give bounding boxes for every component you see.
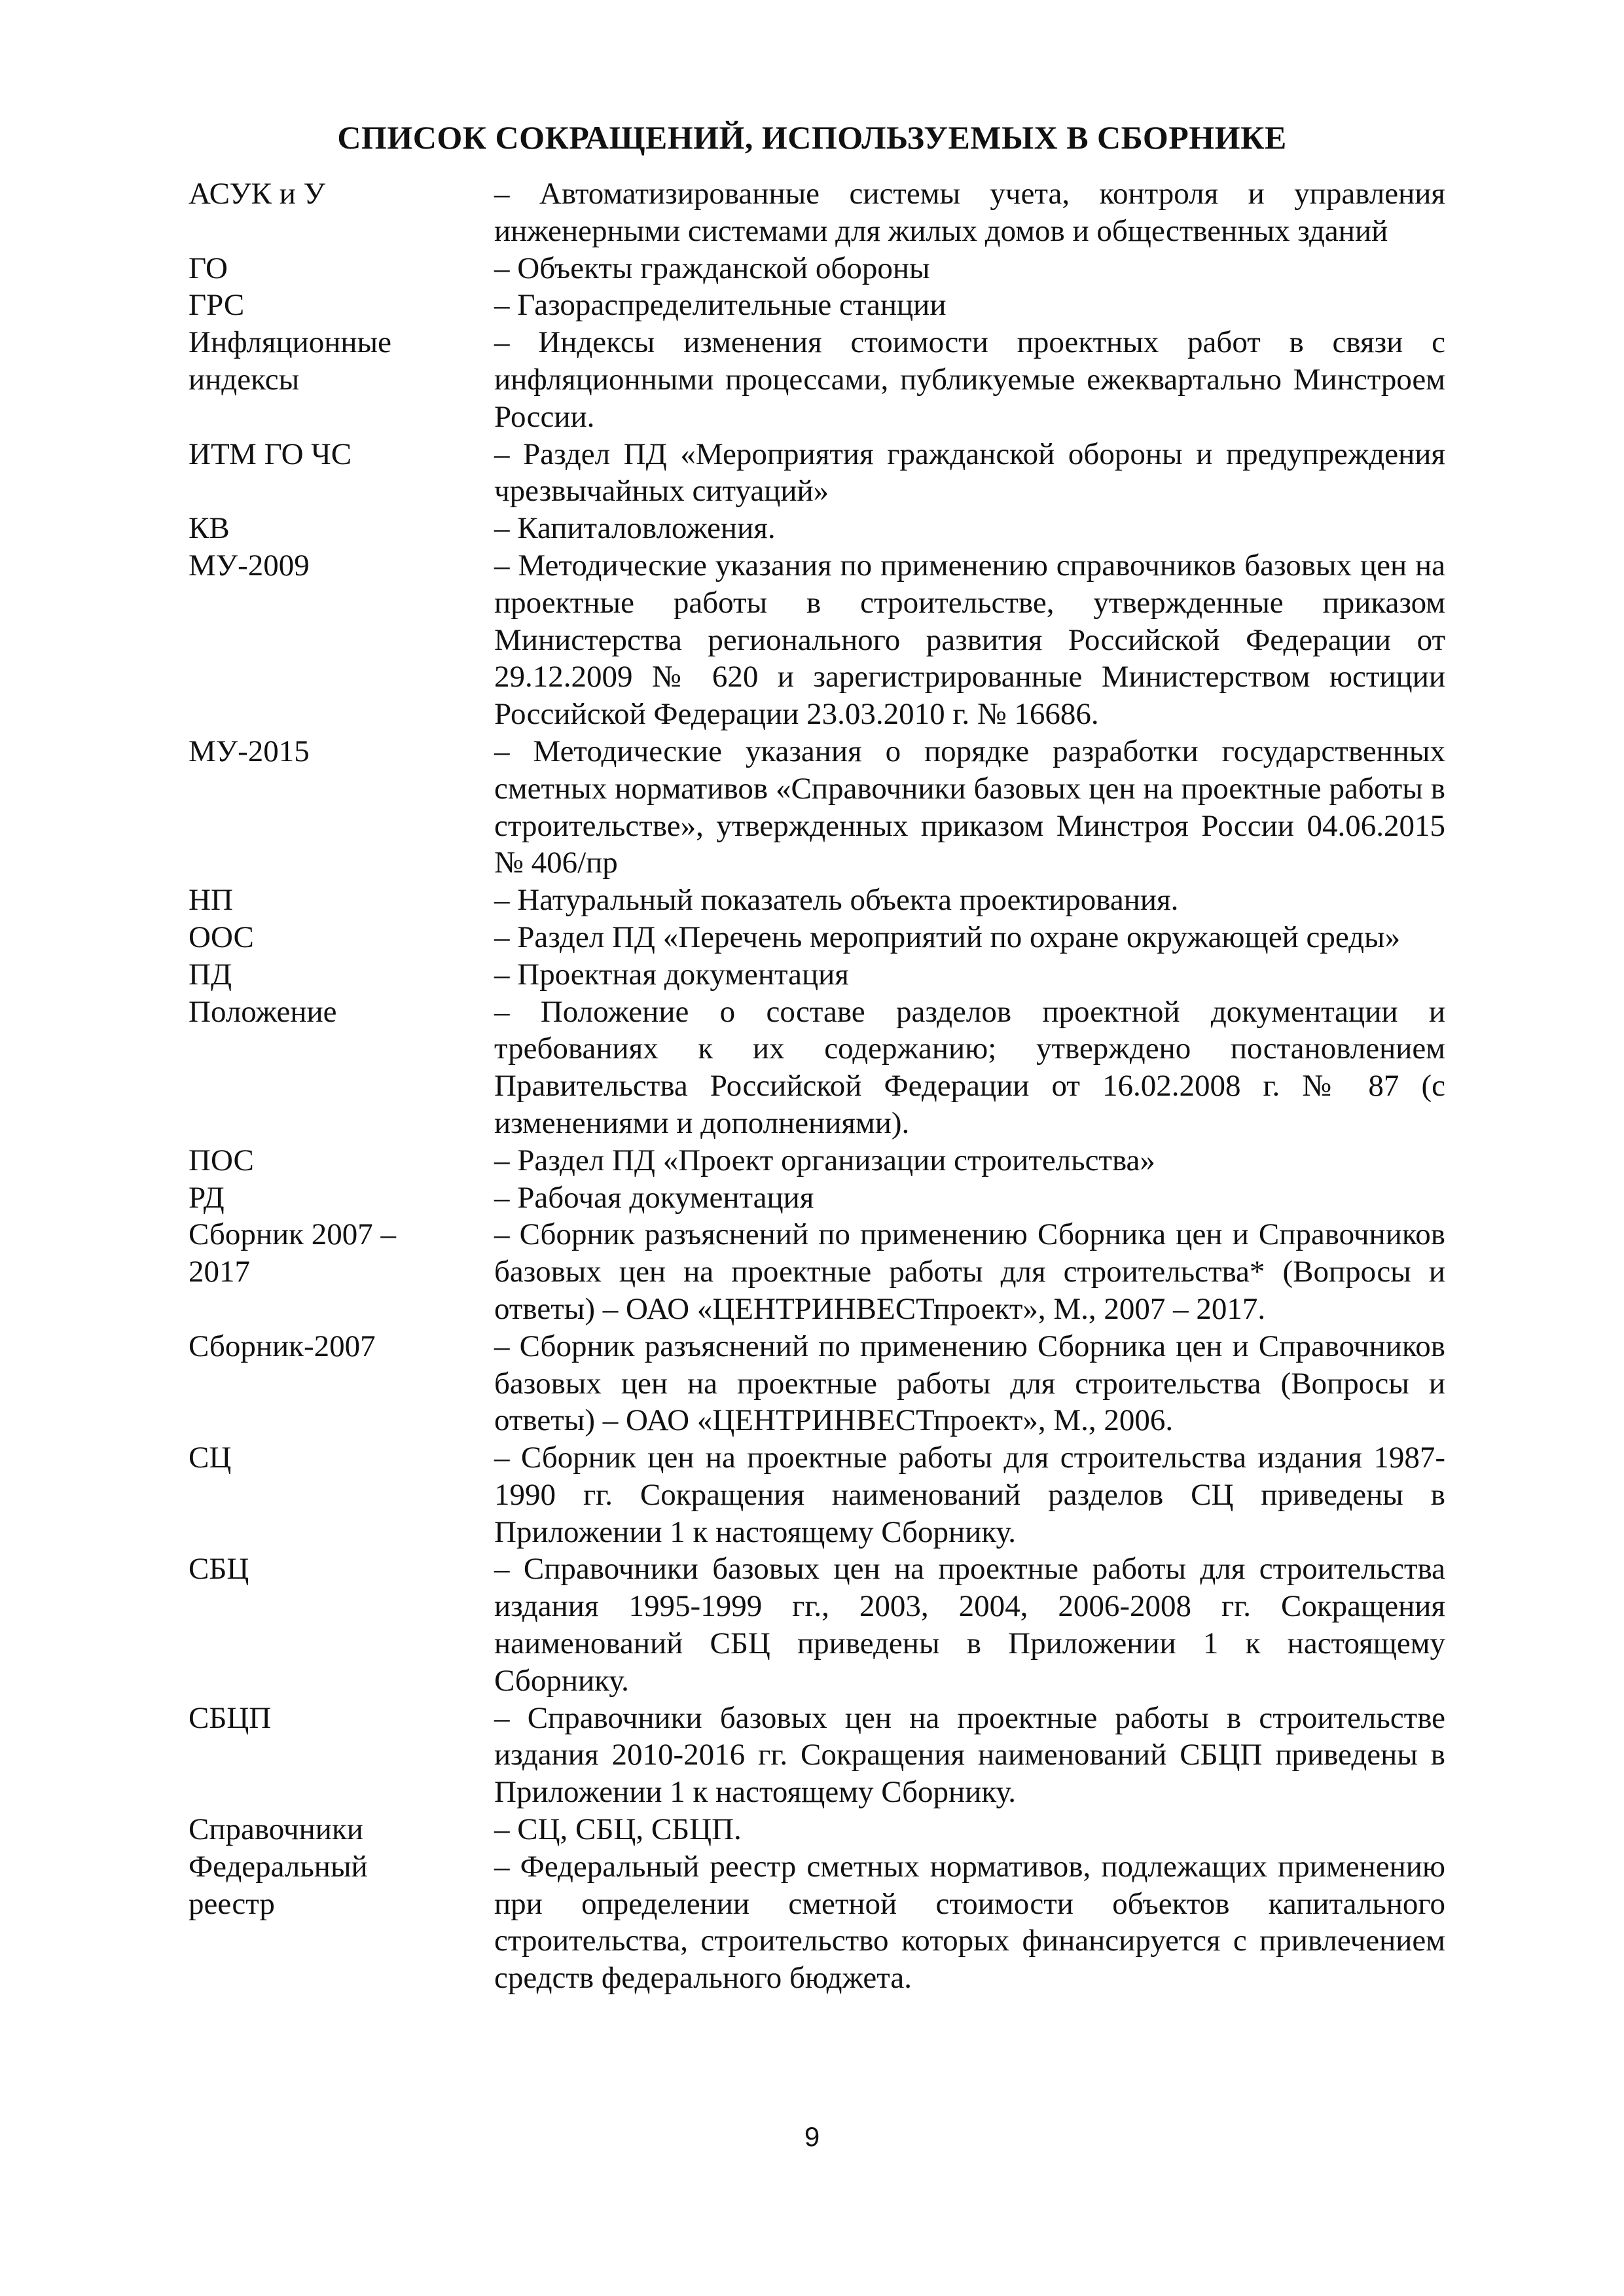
abbreviation-definition: – Федеральный реестр сметных нормативов, подлежащих применению при определении сметной стоимости объектов капитального строительства, строительство которых финансируется с привлечением средств федерального бюджета. <box>494 1849 1445 1996</box>
abbreviation-definition: – Сборник разъяснений по применению Сборника цен и Справочников базовых цен на проектные работы для строительства (Вопросы и ответы) – ОАО «ЦЕНТРИНВЕСТпроект», М., 2006. <box>494 1329 1445 1438</box>
page-title: СПИСОК СОКРАЩЕНИЙ, ИСПОЛЬЗУЕМЫХ В СБОРНИКЕ <box>337 119 1287 156</box>
abbreviation-entry <box>189 1700 1445 1811</box>
abbreviation-entry <box>189 1179 1445 1217</box>
abbreviation-definition: – Методические указания о порядке разработки государственных сметных нормативов «Справочники базовых цен на проектные работы в строительстве», утвержденных приказом Минстроя России 04.06.2015 № 406/пр <box>494 734 1445 880</box>
abbreviation-entry <box>189 1216 1445 1327</box>
abbreviation-term: ПД <box>189 957 232 992</box>
abbreviation-entry <box>189 250 1445 287</box>
abbreviation-definition: – Индексы изменения стоимости проектных работ в связи с инфляционными процессами, публикуемые ежеквартально Минстроем России. <box>494 325 1445 434</box>
abbreviation-definition: – Справочники базовых цен на проектные работы для строительства издания 1995-1999 гг., 2003, 2004, 2006-2008 гг. Сокращения наименований СБЦ приведены в Приложении 1 к настоящему Сборнику. <box>494 1552 1445 1698</box>
abbreviation-term: Положение <box>189 994 337 1029</box>
abbreviation-definition: – Газораспределительные станции <box>494 288 947 323</box>
abbreviation-definition: – Капиталовложения. <box>494 511 776 546</box>
abbreviation-term: СБЦП <box>189 1700 272 1735</box>
abbreviation-term: ГРС <box>189 288 245 323</box>
abbreviation-term: НП <box>189 883 233 918</box>
abbreviation-definition: – Натуральный показатель объекта проектирования. <box>494 883 1179 918</box>
abbreviation-list <box>189 175 1445 1997</box>
abbreviation-term: РД <box>189 1180 225 1215</box>
abbreviation-term: ПОС <box>189 1143 254 1177</box>
abbreviation-term: Сборник 2007 – 2017 <box>189 1217 396 1289</box>
abbreviation-entry <box>189 1551 1445 1699</box>
abbreviation-term: Справочники <box>189 1812 363 1847</box>
abbreviation-entry <box>189 1439 1445 1551</box>
abbreviation-entry <box>189 882 1445 919</box>
abbreviation-definition: – Сборник цен на проектные работы для строительства издания 1987-1990 гг. Сокращения наименований разделов СЦ приведены в Приложении 1 к настоящему Сборнику. <box>494 1441 1445 1549</box>
abbreviation-entry <box>189 324 1445 435</box>
abbreviation-definition: – Справочники базовых цен на проектные работы в строительстве издания 2010-2016 гг. Сокращения наименований СБЦП приведены в Приложении 1 к настоящему Сборнику. <box>494 1700 1445 1810</box>
abbreviation-term: МУ-2009 <box>189 548 310 583</box>
abbreviation-definition: – Методические указания по применению справочников базовых цен на проектные работы в строительстве, утвержденные приказом Министерства регионального развития Российской Федерации от 29.12.2009 № 620 и зарегистрированные Министерством юстиции Российской Федерации 23.03.2010 г. № 16686. <box>494 548 1445 732</box>
abbreviation-term: ИТМ ГО ЧС <box>189 437 352 471</box>
abbreviation-definition: – Рабочая документация <box>494 1180 814 1215</box>
abbreviation-term: Инфляционные индексы <box>189 325 391 397</box>
abbreviation-entry <box>189 1328 1445 1439</box>
abbreviation-term: ООС <box>189 920 254 954</box>
abbreviation-definition: – Объекты гражданской обороны <box>494 251 930 285</box>
abbreviation-definition: – Сборник разъяснений по применению Сборника цен и Справочников базовых цен на проектные работы для строительства* (Вопросы и ответы) – ОАО «ЦЕНТРИНВЕСТпроект», М., 2007 – 2017. <box>494 1217 1445 1326</box>
abbreviation-definition: – Положение о составе разделов проектной документации и требованиях к их содержанию; утверждено постановлением Правительства Российской Федерации от 16.02.2008 г. № 87 (с изменениями и дополнениями). <box>494 994 1445 1140</box>
page-number: 9 <box>804 2121 820 2152</box>
abbreviation-entry <box>189 287 1445 324</box>
abbreviation-definition: – Автоматизированные системы учета, контроля и управления инженерными системами для жилых домов и общественных зданий <box>494 177 1445 248</box>
abbreviation-entry <box>189 733 1445 882</box>
abbreviation-definition: – Раздел ПД «Проект организации строительства» <box>494 1143 1155 1177</box>
abbreviation-entry <box>189 436 1445 511</box>
abbreviation-entry <box>189 956 1445 994</box>
abbreviation-definition: – Раздел ПД «Перечень мероприятий по охране окружающей среды» <box>494 920 1401 954</box>
abbreviation-entry <box>189 547 1445 733</box>
abbreviation-term: АСУК и У <box>189 177 325 211</box>
abbreviation-entry <box>189 510 1445 547</box>
abbreviation-definition: – СЦ, СБЦ, СБЦП. <box>494 1812 742 1847</box>
abbreviation-entry <box>189 1142 1445 1179</box>
abbreviation-term: Федеральный реестр <box>189 1849 368 1921</box>
abbreviation-term: ГО <box>189 251 228 285</box>
abbreviation-term: КВ <box>189 511 230 546</box>
abbreviation-term: СЦ <box>189 1441 232 1475</box>
abbreviation-entry <box>189 1848 1445 1997</box>
abbreviation-term: Сборник-2007 <box>189 1329 376 1363</box>
abbreviation-term: МУ-2015 <box>189 734 310 768</box>
abbreviation-definition: – Проектная документация <box>494 957 849 992</box>
abbreviation-entry <box>189 919 1445 956</box>
abbreviation-entry <box>189 1811 1445 1848</box>
abbreviation-entry <box>189 175 1445 250</box>
abbreviation-definition: – Раздел ПД «Мероприятия гражданской обороны и предупреждения чрезвычайных ситуаций» <box>494 437 1445 509</box>
abbreviation-term: СБЦ <box>189 1552 249 1587</box>
abbreviation-entry <box>189 994 1445 1142</box>
